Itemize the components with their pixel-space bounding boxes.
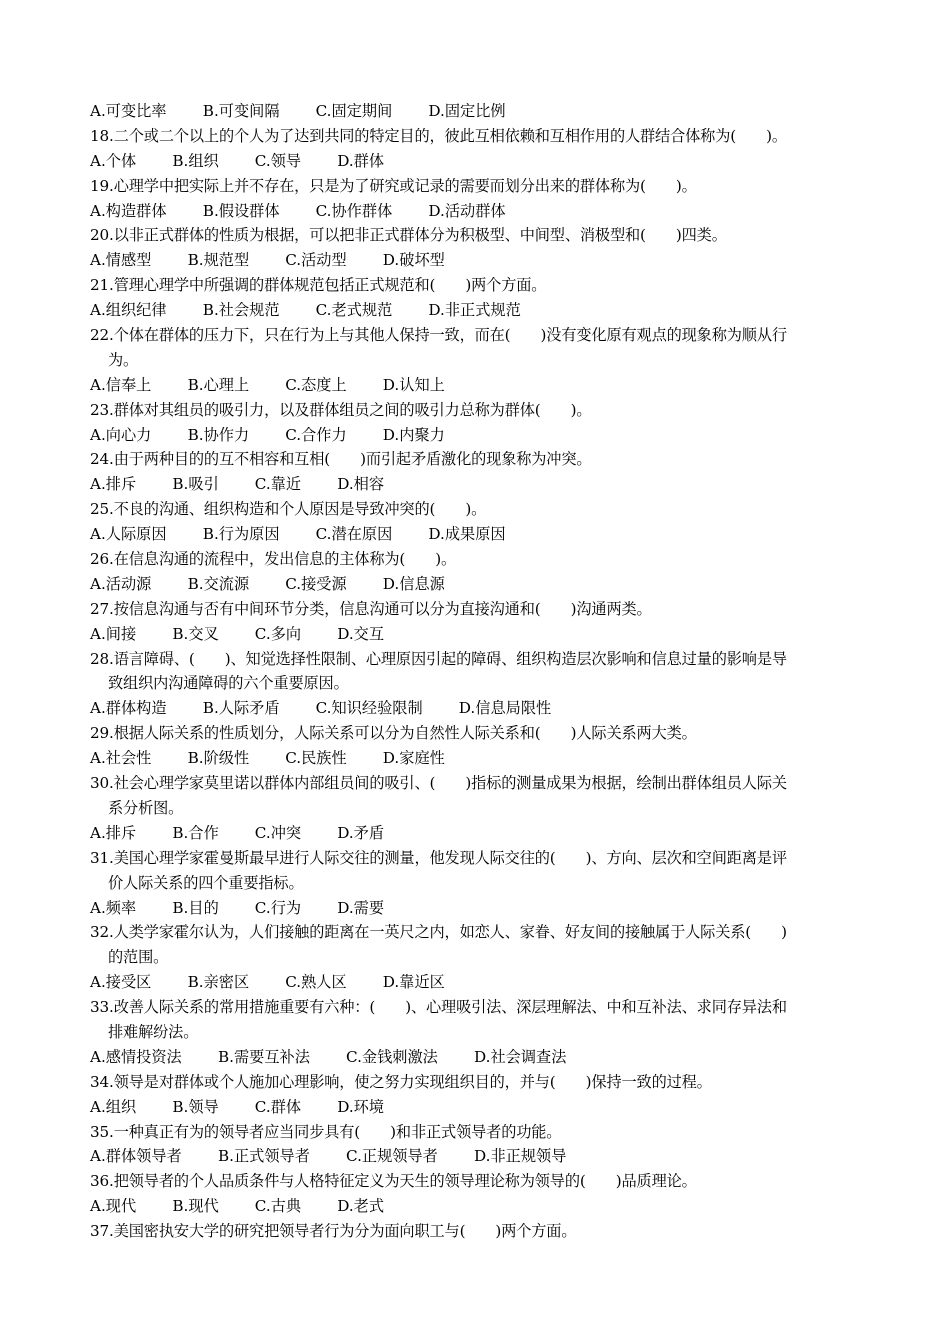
option-c: C.正规领导者	[346, 1147, 438, 1166]
question-text: 37.美国密执安大学的研究把领导者行为分为面向职工与( )两个方面。	[90, 1222, 577, 1241]
option-d: D.需要	[337, 898, 385, 917]
option-d: D.交互	[337, 624, 385, 643]
option-b: B.领导	[172, 1097, 219, 1116]
option-d: D.认知上	[382, 375, 445, 394]
question-text: 33.改善人际关系的常用措施重要有六种：( )、心理吸引法、深层理解法、中和互补法、求同存异法和	[90, 998, 787, 1017]
option-row	[90, 199, 862, 224]
option-b: B.正式领导者	[218, 1147, 310, 1166]
option-row	[90, 99, 862, 124]
option-a: A.情感型	[90, 251, 152, 270]
question-text-continued: 价人际关系的四个重要指标。	[108, 873, 304, 892]
option-a: A.个体	[90, 151, 137, 170]
option-a: A.间接	[90, 624, 137, 643]
question-text: 18.二个或二个以上的个人为了达到共同的特定目的，彼此互相依赖和互相作用的人群结合体称为( )。	[90, 126, 787, 145]
option-b: B.规范型	[187, 251, 250, 270]
option-c: C.群体	[254, 1097, 302, 1116]
option-d: D.矛盾	[337, 823, 385, 842]
option-a: A.频率	[90, 898, 137, 917]
option-d: D.破坏型	[382, 251, 445, 270]
option-a: A.信奉上	[90, 375, 152, 394]
option-row	[90, 149, 862, 174]
option-d: D.内聚力	[382, 425, 445, 444]
option-row	[90, 821, 862, 846]
option-a: A.向心力	[90, 425, 152, 444]
option-a: A.构造群体	[90, 201, 167, 220]
option-b: B.行为原因	[202, 525, 280, 544]
option-d: D.老式	[337, 1197, 385, 1216]
option-c: C.接受源	[285, 574, 347, 593]
option-c: C.冲突	[254, 823, 302, 842]
option-c: C.领导	[254, 151, 302, 170]
option-b: B.阶级性	[187, 749, 250, 768]
option-a: A.群体构造	[90, 699, 167, 718]
option-a: A.现代	[90, 1197, 137, 1216]
option-c: C.靠近	[254, 475, 302, 494]
option-b: B.可变间隔	[202, 102, 280, 120]
option-c: C.金钱刺激法	[346, 1047, 438, 1066]
question-text: 28.语言障碍、( )、知觉选择性限制、心理原因引起的障碍、组织构造层次影响和信息过量的影响是导	[90, 649, 787, 668]
option-b: B.现代	[172, 1197, 219, 1216]
option-row	[90, 522, 862, 547]
option-a: A.群体领导者	[90, 1147, 182, 1166]
option-b: B.社会规范	[202, 301, 280, 320]
option-b: B.心理上	[187, 375, 250, 394]
option-a: A.活动源	[90, 574, 152, 593]
option-d: D.环境	[337, 1097, 385, 1116]
option-d: D.社会调查法	[474, 1047, 567, 1066]
option-b: B.亲密区	[187, 973, 250, 992]
option-row	[90, 1095, 862, 1120]
option-row	[90, 746, 862, 771]
question-text: 26.在信息沟通的流程中，发出信息的主体称为( )。	[90, 550, 457, 569]
option-d: D.固定比例	[428, 102, 506, 120]
option-b: B.交流源	[187, 574, 250, 593]
question-text-continued: 系分析图。	[108, 798, 184, 817]
option-c: C.合作力	[285, 425, 347, 444]
option-b: B.交叉	[172, 624, 219, 643]
option-row	[90, 298, 862, 323]
question-text: 29.根据人际关系的性质划分，人际关系可以分为自然性人际关系和( )人际关系两大类。	[90, 724, 697, 743]
option-b: B.吸引	[172, 475, 219, 494]
option-c: C.知识经验限制	[315, 699, 423, 718]
option-row	[90, 696, 862, 721]
option-b: B.协作力	[187, 425, 250, 444]
option-row	[90, 472, 862, 497]
option-a: A.组织	[90, 1097, 137, 1116]
question-text: 27.按信息沟通与否有中间环节分类，信息沟通可以分为直接沟通和( )沟通两类。	[90, 599, 652, 618]
option-d: D.活动群体	[428, 201, 506, 220]
option-b: B.合作	[172, 823, 219, 842]
question-text: 34.领导是对群体或个人施加心理影响，使之努力实现组织目的，并与( )保持一致的过程。	[90, 1072, 712, 1091]
question-text: 36.把领导者的个人品质条件与人格特征定义为天生的领导理论称为领导的( )品质理论。	[90, 1172, 697, 1191]
option-row	[90, 1194, 862, 1219]
option-d: D.信息局限性	[458, 699, 552, 718]
option-c: C.行为	[254, 898, 302, 917]
option-a: A.排斥	[90, 823, 137, 842]
question-text: 35.一种真正有为的领导者应当同步具有( )和非正式领导者的功能。	[90, 1122, 562, 1141]
option-c: C.态度上	[285, 375, 347, 394]
option-c: C.多向	[254, 624, 302, 643]
option-d: D.信息源	[382, 574, 445, 593]
question-text-continued: 为。	[108, 350, 139, 369]
option-a: A.可变比率	[90, 102, 167, 120]
question-text: 23.群体对其组员的吸引力，以及群体组员之间的吸引力总称为群体( )。	[90, 400, 592, 419]
question-text: 30.社会心理学家莫里诺以群体内部组员间的吸引、( )指标的测量成果为根据，绘制出群体组员人际关	[90, 774, 787, 793]
option-row	[90, 896, 862, 921]
option-d: D.成果原因	[428, 525, 506, 544]
option-a: A.社会性	[90, 749, 152, 768]
option-row	[90, 1045, 862, 1070]
option-d: D.非正式规范	[428, 301, 521, 320]
question-text: 19.心理学中把实际上并不存在，只是为了研究或记录的需要而划分出来的群体称为( )。	[90, 176, 697, 195]
option-b: B.人际矛盾	[202, 699, 280, 718]
option-row	[90, 423, 862, 448]
option-c: C.古典	[254, 1197, 302, 1216]
option-d: D.相容	[337, 475, 385, 494]
question-text-continued: 的范围。	[108, 948, 169, 967]
question-text: 21.管理心理学中所强调的群体规范包括正式规范和( )两个方面。	[90, 276, 547, 295]
option-row	[90, 373, 862, 398]
option-c: C.协作群体	[315, 201, 393, 220]
option-b: B.假设群体	[202, 201, 280, 220]
option-a: A.接受区	[90, 973, 152, 992]
option-d: D.家庭性	[382, 749, 445, 768]
option-a: A.感情投资法	[90, 1047, 182, 1066]
option-c: C.民族性	[285, 749, 347, 768]
question-text-continued: 致组织内沟通障碍的六个重要原因。	[108, 674, 349, 693]
option-c: C.老式规范	[315, 301, 393, 320]
option-b: B.目的	[172, 898, 219, 917]
option-c: C.潜在原因	[315, 525, 393, 544]
option-row	[90, 970, 862, 995]
option-a: A.排斥	[90, 475, 137, 494]
option-c: C.固定期间	[315, 102, 393, 120]
option-d: D.非正规领导	[474, 1147, 567, 1166]
question-text: 20.以非正式群体的性质为根据，可以把非正式群体分为积极型、中间型、消极型和( )四类。	[90, 226, 727, 245]
question-list	[90, 99, 862, 1244]
question-text: 32.人类学家霍尔认为，人们接触的距离在一英尺之内，如恋人、家眷、好友间的接触属于人际关系( )	[90, 923, 787, 942]
option-row	[90, 1144, 862, 1169]
question-text: 24.由于两种目的的互不相容和互相( )而引起矛盾激化的现象称为冲突。	[90, 450, 592, 469]
option-a: A.组织纪律	[90, 301, 167, 320]
option-a: A.人际原因	[90, 525, 167, 544]
option-row	[90, 622, 862, 647]
option-b: B.组织	[172, 151, 219, 170]
question-text-continued: 排难解纷法。	[108, 1022, 199, 1041]
option-row	[90, 572, 862, 597]
option-row	[90, 248, 862, 273]
option-d: D.群体	[337, 151, 385, 170]
option-c: C.熟人区	[285, 973, 347, 992]
option-d: D.靠近区	[382, 973, 445, 992]
question-text: 31.美国心理学家霍曼斯最早进行人际交往的测量，他发现人际交往的( )、方向、层次和空间距离是评	[90, 848, 787, 867]
option-c: C.活动型	[285, 251, 347, 270]
question-text: 25.不良的沟通、组织构造和个人原因是导致冲突的( )。	[90, 500, 487, 519]
option-b: B.需要互补法	[218, 1047, 310, 1066]
question-text: 22.个体在群体的压力下，只在行为上与其他人保持一致，而在( )没有变化原有观点的现象称为顺从行	[90, 326, 787, 345]
